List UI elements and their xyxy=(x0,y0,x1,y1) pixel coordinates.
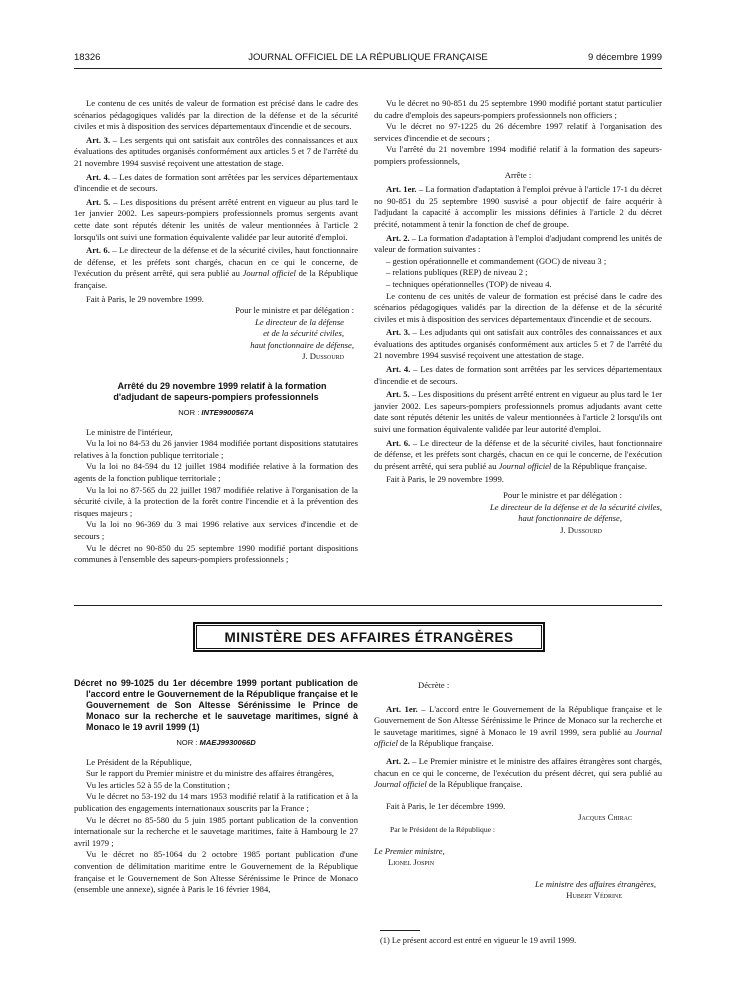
paragraph: Sur le rapport du Premier ministre et du ministre des affaires étrangères, xyxy=(86,768,335,779)
arrete-heading: Arrête : xyxy=(504,169,532,180)
decret-left-column xyxy=(74,678,358,896)
article-label: Art. 2. xyxy=(386,755,410,766)
visa: Vu le décret no 90-850 du 25 septembre 1990 modifié portant dispositions communes à l'ensemble des sapeurs-pompiers professionnels ; xyxy=(74,542,358,565)
signatory-name: Jacques Chirac xyxy=(578,812,632,823)
nor-reference xyxy=(74,737,358,749)
visa: Vu l'arrêté du 21 novembre 1994 modifié relatif à la formation des sapeurs-pompiers professionnels, xyxy=(374,144,662,166)
list-item: – relations publiques (REP) de niveau 2 ; xyxy=(386,267,528,278)
paragraph: Le ministre de l'intérieur, xyxy=(86,426,173,437)
article-text-end: de la République française. xyxy=(426,779,523,790)
ministry-banner xyxy=(193,622,545,652)
page-number: 18326 xyxy=(74,52,101,63)
journal-title: JOURNAL OFFICIEL DE LA RÉPUBLIQUE FRANÇAISE xyxy=(248,52,488,63)
signatory-name: J. Dussourd xyxy=(560,524,602,535)
decret-right-column xyxy=(374,680,662,902)
signatory-title: et de la sécurité civiles, xyxy=(263,328,344,339)
visa: Vu le décret no 85-580 du 5 juin 1985 portant publication de la convention internationale sur la recherche et le sauvetage maritimes, faite à Hambourg le 27 avril 1979 ; xyxy=(74,814,358,848)
article-label: Art. 3. xyxy=(386,327,411,338)
delegation-line: Pour le ministre et par délégation : xyxy=(503,490,622,500)
paragraph: Le contenu de ces unités de valeur de formation est précisé dans le cadre des scénarios pédagogiques validés par la direction de la défense et de la sécurité civiles et mis à disposition des services départementaux d'incendie et de secours. xyxy=(374,290,662,324)
paragraph: Le contenu de ces unités de valeur de formation est précisé dans le cadre des scénarios pédagogiques validés par la direction de la défense et de la sécurité civiles et mis à disposition des services départementaux d'incendie et de secours. xyxy=(74,98,358,132)
visa: Vu la loi no 87-565 du 22 juillet 1987 modifiée relative à l'organisation de la sécurité civile, à la protection de la forêt contre l'incendie et à la prévention des risques majeurs ; xyxy=(74,484,358,518)
article-4 xyxy=(74,172,358,195)
ministry-title: MINISTÈRE DES AFFAIRES ÉTRANGÈRES xyxy=(196,625,542,649)
visa: Vu le décret no 97-1225 du 26 décembre 1997 relatif à l'organisation des services d'incendie et de secours ; xyxy=(374,121,662,143)
visa: Vu le décret no 53-192 du 14 mars 1953 modifié relatif à la ratification et à la publication des engagements internationaux souscrits par la France ; xyxy=(74,791,358,813)
minister-name: Hubert Védrine xyxy=(566,890,622,901)
article-label: Art. 4. xyxy=(86,171,110,182)
article-5 xyxy=(74,197,358,243)
visa: Vu le décret no 90-851 du 25 septembre 1990 modifié portant statut particulier du cadre d'emplois des sapeurs-pompiers professionnels non officiers ; xyxy=(374,98,662,120)
minister-title: Le ministre des affaires étrangères, xyxy=(534,878,656,889)
article-3 xyxy=(74,135,358,170)
article-5 xyxy=(374,389,662,435)
pm-title: Le Premier ministre, xyxy=(374,845,445,856)
article-text: – Les sergents qui ont satisfait aux contrôles des connaissances et aux évaluations des aptitudes organisés conformément aux articles 5 et 7 de l'arrêté du 21 novembre 1994 susvisé reçoivent une attestation de stage. xyxy=(74,134,359,168)
delegation-line: Pour le ministre et par délégation : xyxy=(235,305,354,316)
article-label: Art. 5. xyxy=(86,196,111,207)
article-1 xyxy=(374,184,662,230)
signatory-name: J. Dussourd xyxy=(302,351,344,362)
nor-code: INTE9900567A xyxy=(201,408,254,418)
pm-name: Lionel Jospin xyxy=(388,857,435,868)
list-item: – techniques opérationnelles (TOP) de niveau 4. xyxy=(386,278,552,289)
journal-officiel: Journal officiel xyxy=(242,268,296,279)
article-label: Art. 4. xyxy=(386,364,411,375)
visa: Vu la loi no 84-53 du 26 janvier 1984 modifiée portant dispositions statutaires relatives à la fonction publique territoriale ; xyxy=(74,438,358,460)
header-rule xyxy=(74,68,662,69)
article-2 xyxy=(374,233,662,256)
issue-date: 9 décembre 1999 xyxy=(588,52,662,63)
article-6 xyxy=(374,438,662,473)
nor-label: NOR : xyxy=(176,738,200,747)
visa: Vu le décret no 85-1064 du 2 octobre 1985 portant publication d'une convention de délimitation maritime entre le Gouvernement de la République française et le Gouvernement de Son Altesse Sérénissime le Prince de Monaco (ensemble une annexe), signée à Paris le 16 février 1984, xyxy=(74,849,358,895)
article-label: Art. 6. xyxy=(86,245,110,256)
decrete-heading: Décrète : xyxy=(418,680,450,690)
date-line: Fait à Paris, le 29 novembre 1999. xyxy=(86,293,204,304)
visa: Vu la loi no 96-369 du 3 mai 1996 relative aux services d'incendie et de secours ; xyxy=(74,519,358,541)
nor-label: NOR : xyxy=(178,408,202,418)
article-text: – Le directeur de la défense et de la sécurité civiles, haut fonctionnaire de défense, et les préfets sont chargés, chacun en ce qui le concerne, de l'exécution du présent arrêté, qui sera publié au xyxy=(74,245,359,279)
article-text: – Les dispositions du présent arrêté entrent en vigueur au plus tard le 1er janvier 2002. Les sapeurs-pompiers professionnels promus adjudants avant cette date sont réputés détenir les unités de valeur mentionnées à l'article 2 lorsqu'ils ont suivi une formation équivalente validée par leur autorité d'emploi. xyxy=(374,389,663,435)
journal-officiel: Journal officiel xyxy=(374,726,662,749)
article-label: Art. 1er. xyxy=(386,703,418,714)
footnote-rule xyxy=(380,930,420,931)
left-column-top xyxy=(74,98,358,566)
signatory-title: Le directeur de la défense et de la sécurité civiles, xyxy=(490,501,662,512)
decret-title: Décret no 99-1025 du 1er décembre 1999 portant publication de l'accord entre le Gouvernement de la République française et le Gouvernement de Son Altesse Sérénissime le Prince de Monaco sur la recherche et le sauvetage maritimes, signé à Monaco le 19 avril 1999 (1) xyxy=(74,678,358,732)
journal-officiel: Journal officiel xyxy=(374,779,427,790)
article-label: Art. 2. xyxy=(386,232,410,243)
signatory-title: haut fonctionnaire de défense, xyxy=(250,339,354,350)
article-label: Art. 1er. xyxy=(386,184,417,195)
visa: Vu les articles 52 à 55 de la Constitution ; xyxy=(86,779,230,790)
article-text: – Les dates de formation sont arrêtées par les services départementaux d'incendie et de secours. xyxy=(374,364,663,386)
list-item: – gestion opérationnelle et commandement (GOC) de niveau 3 ; xyxy=(386,255,607,266)
paragraph: Le Président de la République, xyxy=(86,756,192,767)
unit-list xyxy=(374,256,662,291)
signatory-title: Le directeur de la défense xyxy=(255,316,344,327)
section-rule xyxy=(74,605,662,606)
article-text: – Les dates de formation sont arrêtées par les services départementaux d'incendie et de secours. xyxy=(74,171,359,194)
article-text: – Les adjudants qui ont satisfait aux contrôles des connaissances et aux évaluations des aptitudes organisés conformément aux articles 5 et 7 de l'arrêté du 21 novembre 1994 susvisé reçoivent une attestation de stage. xyxy=(374,327,662,361)
journal-officiel: Journal officiel xyxy=(498,460,552,471)
right-column-top xyxy=(374,98,662,536)
article-1 xyxy=(374,704,662,750)
article-6 xyxy=(74,245,358,291)
article-text-end: de la République française. xyxy=(397,738,494,749)
nor-reference xyxy=(74,407,358,419)
date-line: Fait à Paris, le 1er décembre 1999. xyxy=(386,800,506,811)
article-text-end: de la République française. xyxy=(551,460,647,471)
article-text: – Le directeur de la défense et de la sécurité civiles, haut fonctionnaire de défense, et les préfets sont chargés, chacun en ce qui le concerne, de l'exécution du présent arrêté, qui sera publié au xyxy=(374,437,663,471)
article-text: – Le Premier ministre et le ministre des affaires étrangères sont chargés, chacun en ce qui le concerne, de l'exécution du présent décret, qui sera publié au xyxy=(374,755,662,778)
footnote: (1) Le présent accord est entré en vigueur le 19 avril 1999. xyxy=(380,936,577,945)
article-label: Art. 3. xyxy=(86,134,111,145)
article-4 xyxy=(374,364,662,387)
article-2 xyxy=(374,756,662,791)
article-label: Art. 6. xyxy=(386,437,411,448)
arrete-title: Arrêté du 29 novembre 1999 relatif à la formation d'adjudant de sapeurs-pompiers professionnels xyxy=(113,381,327,403)
article-text: – L'accord entre le Gouvernement de la République française et le Gouvernement de Son Altesse Sérénissime le Prince de Monaco sur la recherche et le sauvetage maritimes, signé à Monaco le 19 avril 1999, sera publié au xyxy=(374,703,662,737)
article-text: – La formation d'adaptation à l'emploi prévue à l'article 17-1 du décret no 90-851 du 25 septembre 1990 susvisé a pour objectif de faire acquérir à l'adjudant la capacité à accomplir les missions définies à l'article 2 du décret précité, notamment à tenir la fonction de chef de groupe. xyxy=(374,184,662,229)
visa: Vu la loi no 84-594 du 12 juillet 1984 modifiée relative à la formation des agents de la fonction publique territoriale ; xyxy=(74,461,358,484)
date-line: Fait à Paris, le 29 novembre 1999. xyxy=(386,474,504,485)
article-3 xyxy=(374,327,662,362)
signatory-title: haut fonctionnaire de défense, xyxy=(518,513,622,524)
par-le-president: Par le Président de la République : xyxy=(390,824,496,834)
article-text-end: de la République française. xyxy=(74,268,358,290)
article-text: – Les dispositions du présent arrêté entrent en vigueur au plus tard le 1er janvier 2002. Les sapeurs-pompiers professionnels promus sergents avant cette date sont réputés détenir les unités de valeur mentionnées à l'article 2 lorsqu'ils ont suivi une formation équivalente validée par leur autorité d'emploi. xyxy=(74,196,359,242)
nor-code: MAEJ9930066D xyxy=(199,738,256,747)
page-header xyxy=(74,52,662,68)
article-text: – La formation d'adaptation à l'emploi d'adjudant comprend les unités de valeur de formation suivantes : xyxy=(374,232,663,255)
article-label: Art. 5. xyxy=(386,389,410,400)
